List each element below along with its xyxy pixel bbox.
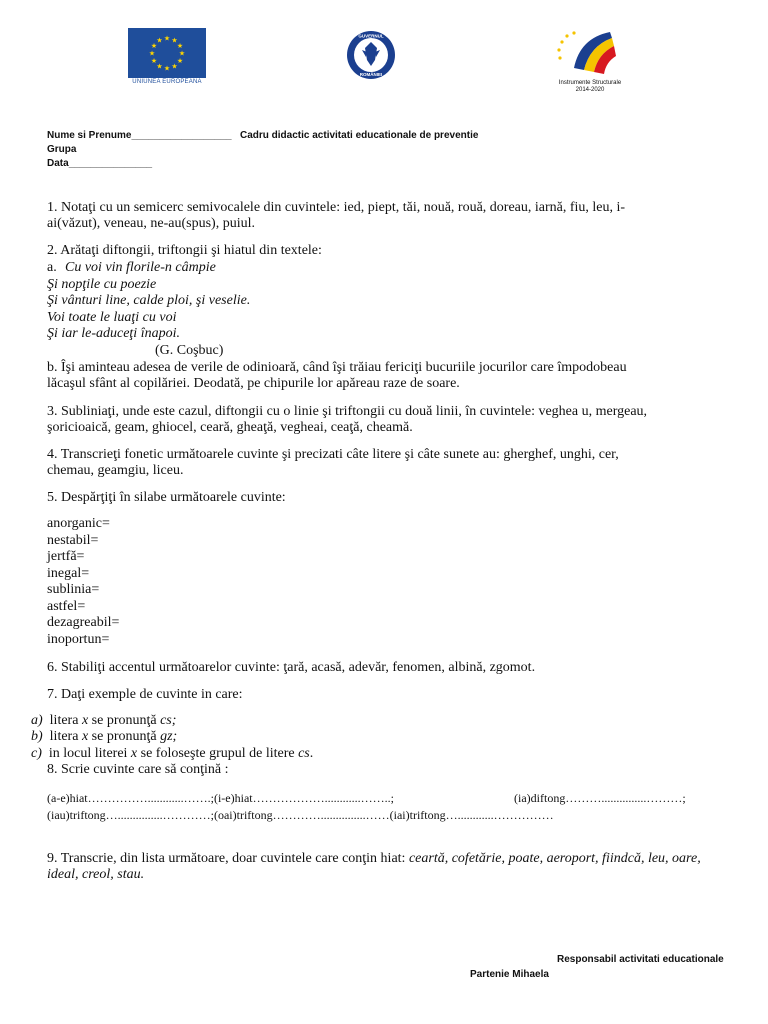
question-7-title: 7. Daţi exemple de cuvinte in care: bbox=[47, 687, 243, 702]
syllable-item: inegal= bbox=[47, 565, 90, 581]
responsible-label: Responsabil activitati educationale bbox=[557, 954, 724, 965]
date-blank: _______________ bbox=[68, 158, 153, 169]
poem-author: (G. Coşbuc) bbox=[155, 343, 224, 358]
question-7-item-a: a) litera x se pronunţă cs; bbox=[31, 713, 177, 728]
eu-star-icon: ★ bbox=[176, 57, 184, 65]
eu-star-icon: ★ bbox=[163, 64, 171, 73]
question-6: 6. Stabiliţi accentul următoarelor cuvinte: ţară, acasă, adevăr, fenomen, albină, zgomot. bbox=[47, 660, 536, 675]
question-1-line-1: 1. Notaţi cu un semicerc semivocalele din cuvintele: ied, piept, tăi, nouă, rouă, doreau, iarnă, fiu, leu, i- bbox=[47, 200, 626, 215]
name-field bbox=[47, 129, 232, 143]
question-7-item-b: b) litera x se pronunţă gz; bbox=[31, 729, 178, 744]
name-blank: __________________ bbox=[131, 130, 232, 141]
question-1-line-2: ai(văzut), veneau, ne-au(spus), puiul. bbox=[47, 216, 255, 231]
date-field bbox=[47, 157, 152, 171]
syllable-list bbox=[47, 516, 119, 648]
eu-star-icon: ★ bbox=[156, 62, 163, 71]
question-8-row-1-right: (ia)diftong………...............………; bbox=[514, 791, 686, 805]
poem-line-1: Cu voi vin florile-n câmpie bbox=[65, 260, 216, 275]
group-label: Grupa bbox=[47, 144, 77, 155]
question-8-title: 8. Scrie cuvinte care să conţină : bbox=[47, 762, 229, 777]
eu-star-icon: ★ bbox=[150, 42, 158, 50]
date-label: Data bbox=[47, 158, 69, 169]
gov-text-bottom: ROMÂNIEI bbox=[359, 72, 383, 77]
poem-line-4: Voi toate le luaţi cu voi bbox=[47, 310, 177, 325]
romanian-government-seal-icon bbox=[346, 30, 396, 80]
eu-caption: UNIUNEA EUROPEANĂ bbox=[132, 79, 202, 85]
syllable-item: inoportun= bbox=[47, 631, 110, 647]
syllable-item: astfel= bbox=[47, 598, 86, 614]
syllable-item: sublinia= bbox=[47, 582, 100, 597]
structural-instruments-icon bbox=[540, 24, 640, 80]
question-2-title: 2. Arătaţi diftongii, triftongii şi hiatul din textele: bbox=[47, 243, 322, 258]
syllable-item: dezagreabil= bbox=[47, 615, 120, 630]
syllable-item: jertfă= bbox=[47, 549, 85, 564]
name-label: Nume si Prenume bbox=[47, 130, 132, 141]
syllable-item: anorganic= bbox=[47, 516, 110, 531]
structural-instruments-logo bbox=[540, 24, 640, 99]
question-9-line-2: ideal, creol, stau. bbox=[47, 867, 145, 882]
poem-line-2: Şi nopţile cu poezie bbox=[47, 277, 157, 292]
question-4-line-2: chemau, geamgiu, liceu. bbox=[47, 463, 184, 478]
eu-star-icon: ★ bbox=[176, 42, 184, 50]
is-caption-line1: Instrumente Structurale bbox=[558, 80, 622, 86]
question-3-line-2: şoricioaică, geam, ghiocel, ceară, gheaţă, vegheai, ceaţă, cheamă. bbox=[47, 420, 413, 435]
eu-logo bbox=[128, 28, 206, 83]
eu-star-icon: ★ bbox=[171, 62, 178, 71]
poem-line-5: Şi iar le-aduceţi înapoi. bbox=[47, 326, 180, 341]
question-2-b-line-2: lăcaşul sfânt al copilăriei. Deodată, pe chipurile lor apăreau raze de soare. bbox=[47, 376, 460, 391]
syllable-item: nestabil= bbox=[47, 532, 99, 548]
question-4-line-1: 4. Transcrieţi fonetic următoarele cuvinte şi precizati câte litere şi câte sunete au: gherghef, unghi, cer, bbox=[47, 447, 619, 462]
eu-star-icon: ★ bbox=[156, 36, 163, 45]
eu-star-icon: ★ bbox=[148, 49, 156, 58]
poem-line-3: Şi vânturi line, calde ploi, şi veselie. bbox=[47, 293, 251, 308]
eu-star-icon: ★ bbox=[178, 49, 186, 58]
is-caption-line2: 2014-2020 bbox=[575, 87, 605, 93]
question-2-b-line-1: b. Îşi aminteau adesea de verile de odinioară, când îşi trăiau fericiţi bucuriile jocurilor care împodobeau bbox=[47, 360, 627, 375]
question-3-line-1: 3. Subliniaţi, unde este cazul, diftongii cu o linie şi triftongii cu două linii, în cuvintele: veghea u, mergeau, bbox=[47, 404, 648, 419]
gov-text-top: GUVERNUL bbox=[358, 33, 384, 39]
question-9-line-1: 9. Transcrie, din lista următoare, doar cuvintele care conţin hiat: ceartă, cofetărie, poate, aeroport, fiindcă, leu, oare, bbox=[47, 851, 701, 866]
question-8-row-1-left: (a-e)hiat……………............…….;(i-e)hiat………………............……..; bbox=[47, 791, 394, 805]
teacher-label: Cadru didactic activitati educationale de preventie bbox=[240, 130, 479, 141]
question-2-a-label: a. bbox=[47, 260, 57, 275]
responsible-name: Partenie Mihaela bbox=[470, 969, 549, 980]
question-5-title: 5. Despărţiţi în silabe următoarele cuvinte: bbox=[47, 490, 286, 505]
eu-flag-icon bbox=[128, 28, 206, 78]
question-7-item-c: c) in locul literei x se foloseşte grupul de litere cs. bbox=[31, 746, 314, 761]
question-8-row-2: (iau)triftong…...............…………;(oai)triftong…………...............……(iai)triftong…............…………… bbox=[47, 808, 554, 822]
eu-star-icon: ★ bbox=[150, 57, 158, 65]
eu-star-icon: ★ bbox=[163, 34, 171, 43]
eu-star-icon: ★ bbox=[171, 36, 178, 45]
